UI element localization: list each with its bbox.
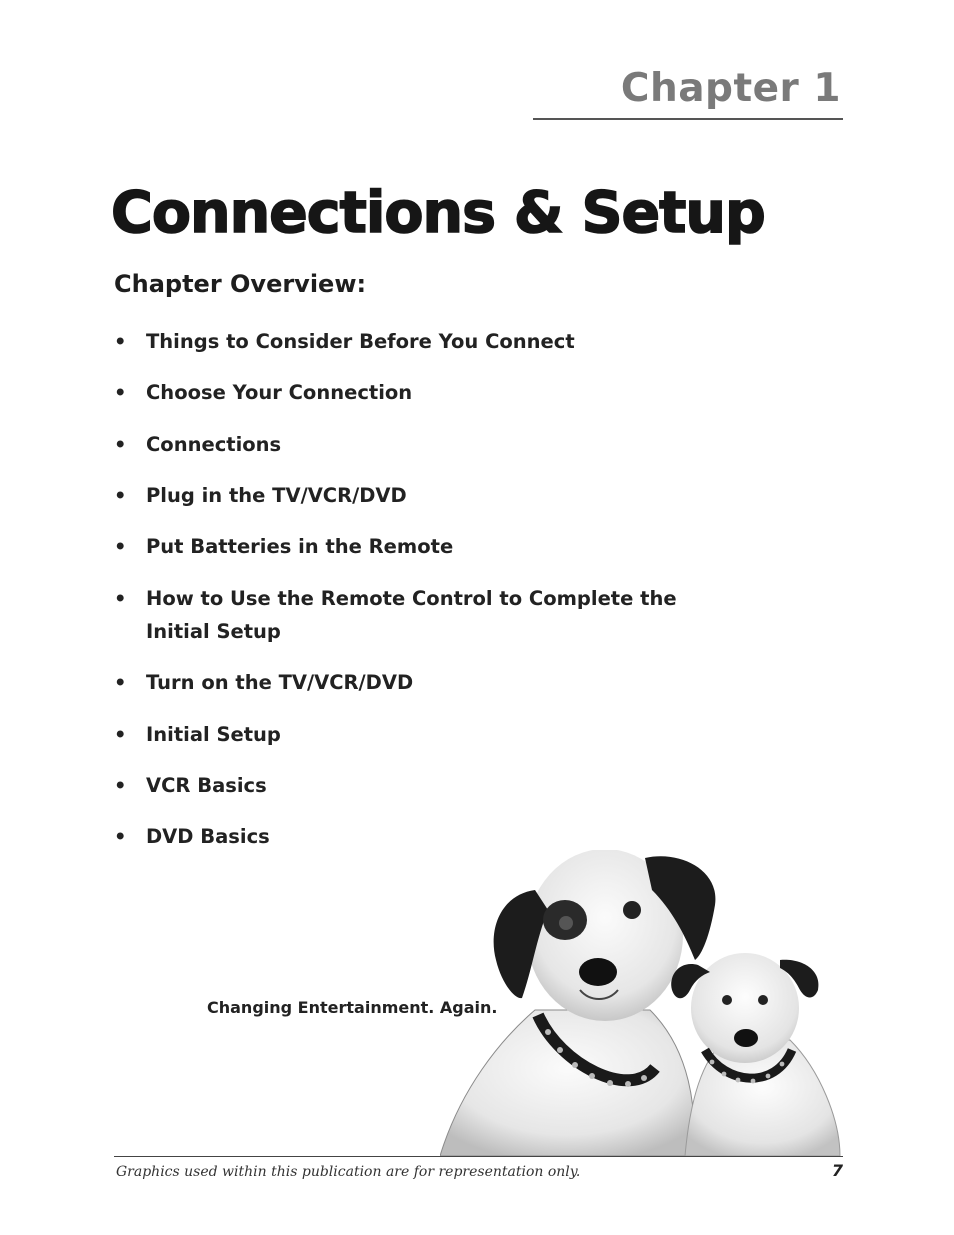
tagline: Changing Entertainment. Again. <box>207 998 498 1017</box>
bullet: • <box>114 671 127 694</box>
list-item-text: Things to Consider Before You Connect <box>146 330 575 353</box>
list-item-text: Initial Setup <box>146 620 281 643</box>
list-item-text: Connections <box>146 433 282 456</box>
list-item-text: Initial Setup <box>146 723 281 746</box>
small-dog-left-eye <box>722 995 732 1005</box>
bullet: • <box>114 774 127 797</box>
footer-note: Graphics used within this publication are for representation only. <box>116 1164 581 1180</box>
list-item-text: How to Use the Remote Control to Complete the <box>146 587 677 610</box>
chapter-label: Chapter 1 <box>620 66 841 111</box>
bullet: • <box>114 825 127 848</box>
small-dog-right-eye <box>758 995 768 1005</box>
small-dog-nose <box>734 1029 758 1047</box>
big-dog-left-eye <box>559 916 573 930</box>
list-item-text: VCR Basics <box>146 774 267 797</box>
bullet: • <box>114 381 127 404</box>
big-dog-body <box>440 1010 694 1156</box>
page-title: Connections & Setup <box>111 180 765 246</box>
chapter-rule <box>533 118 843 120</box>
bullet: • <box>114 723 127 746</box>
big-dog-right-eye <box>623 901 641 919</box>
list-item-text: Plug in the TV/VCR/DVD <box>146 484 407 507</box>
bullet: • <box>114 484 127 507</box>
footer-rule <box>114 1156 843 1157</box>
list-item-text: Choose Your Connection <box>146 381 413 404</box>
bullet: • <box>114 433 127 456</box>
overview-heading: Chapter Overview: <box>114 270 367 298</box>
bullet: • <box>114 330 127 353</box>
bullet: • <box>114 535 127 558</box>
page-number: 7 <box>831 1161 843 1180</box>
big-dog-nose <box>579 958 617 986</box>
bullet: • <box>114 587 127 610</box>
dogs-photo-icon <box>440 850 845 1156</box>
list-item-text: Put Batteries in the Remote <box>146 535 454 558</box>
list-item-text: DVD Basics <box>146 825 270 848</box>
list-item-text: Turn on the TV/VCR/DVD <box>146 671 414 694</box>
